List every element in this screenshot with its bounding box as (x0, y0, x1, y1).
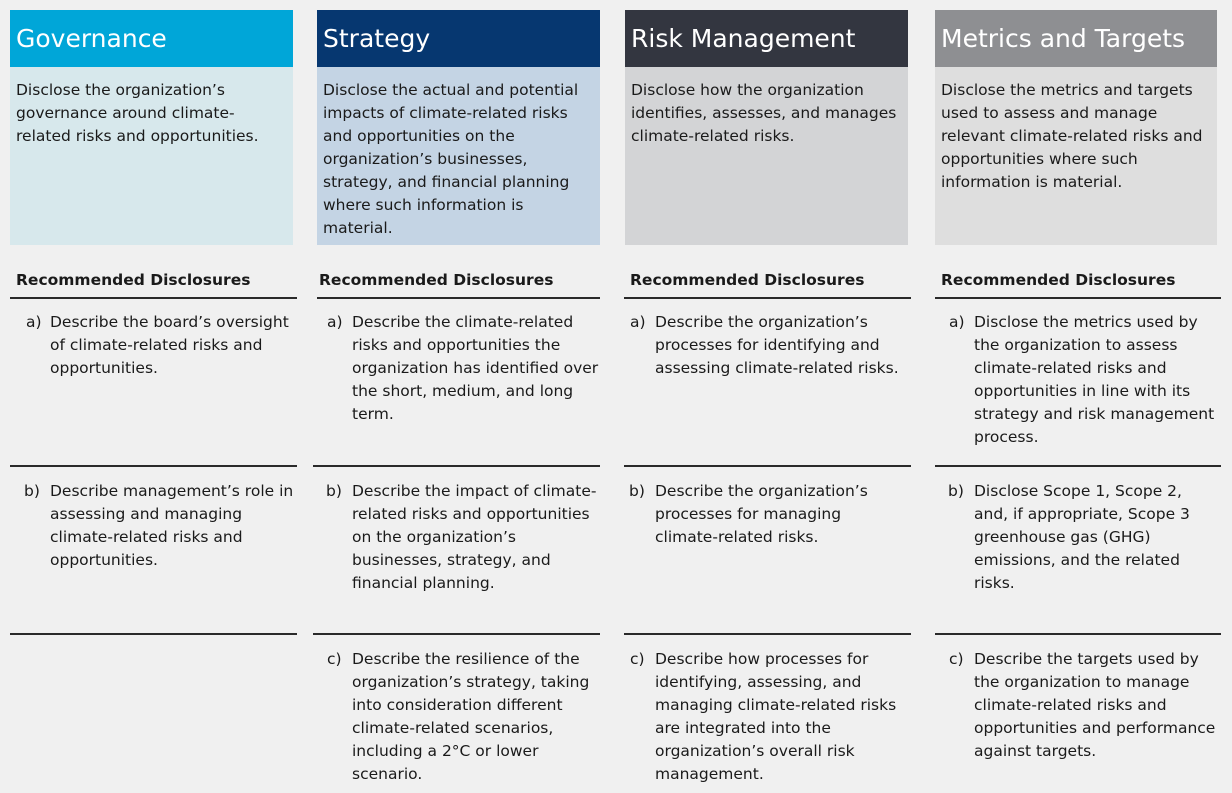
item-letter: c) (630, 650, 645, 668)
item-letter: a) (26, 313, 42, 331)
strategy-recommended-title: Recommended Disclosures (319, 271, 554, 289)
item-letter: a) (327, 313, 343, 331)
item-text: Describe the resilience of the organization’s strategy, taking into consideration different climate-related scenarios, including a 2°C or lower scenario. (352, 650, 590, 783)
risk-management-description: Disclose how the organization identifies, assesses, and manages climate-related risks. (625, 67, 908, 245)
strategy-description: Disclose the actual and potential impacts of climate-related risks and opportunities on the organization’s businesses, strategy, and financial planning where such information is material. (317, 67, 600, 245)
item-text: Describe the organization’s processes for identifying and assessing climate-related risks. (655, 313, 899, 377)
risk-management-rule-1 (624, 297, 911, 299)
metrics-targets-rule-2 (935, 465, 1221, 467)
item-letter: b) (24, 482, 40, 500)
metrics-targets-description: Disclose the metrics and targets used to assess and manage relevant climate-related risks and opportunities where such information is material. (935, 67, 1217, 245)
governance-rule-3 (10, 633, 297, 635)
item-letter: a) (949, 313, 965, 331)
item-text: Disclose the metrics used by the organization to assess climate-related risks and opportunities in line with its strategy and risk management process. (974, 313, 1215, 446)
item-letter: c) (949, 650, 964, 668)
item-text: Describe the climate-related risks and opportunities the organization has identified over the short, medium, and long term. (352, 313, 599, 423)
governance-rule-2 (10, 465, 297, 467)
item-text: Describe the board’s oversight of climate-related risks and opportunities. (50, 313, 289, 377)
item-text: Describe the targets used by the organization to manage climate-related risks and opportunities and performance against targets. (974, 650, 1216, 760)
risk-management-rule-2 (624, 465, 911, 467)
item-letter: b) (629, 482, 645, 500)
metrics-targets-header: Metrics and Targets (935, 10, 1217, 67)
metrics-targets-recommended-title: Recommended Disclosures (941, 271, 1176, 289)
item-text: Disclose Scope 1, Scope 2, and, if appropriate, Scope 3 greenhouse gas (GHG) emissions, and the related risks. (974, 482, 1190, 592)
item-text: Describe the organization’s processes for managing climate-related risks. (655, 482, 868, 546)
item-letter: a) (630, 313, 646, 331)
strategy-rule-1 (317, 297, 600, 299)
risk-management-recommended-title: Recommended Disclosures (630, 271, 865, 289)
risk-management-header: Risk Management (625, 10, 908, 67)
item-text: Describe the impact of climate-related risks and opportunities on the organization’s businesses, strategy, and financial planning. (352, 482, 597, 592)
risk-management-rule-3 (624, 633, 911, 635)
item-text: Describe how processes for identifying, assessing, and managing climate-related risks are integrated into the organization’s overall risk management. (655, 650, 897, 783)
governance-header: Governance (10, 10, 293, 67)
item-letter: b) (326, 482, 342, 500)
item-letter: b) (948, 482, 964, 500)
strategy-header: Strategy (317, 10, 600, 67)
governance-rule-1 (10, 297, 297, 299)
strategy-rule-3 (313, 633, 600, 635)
strategy-rule-2 (313, 465, 600, 467)
item-text: Describe management’s role in assessing and managing climate-related risks and opportunities. (50, 482, 294, 569)
governance-recommended-title: Recommended Disclosures (16, 271, 251, 289)
metrics-targets-rule-1 (935, 297, 1221, 299)
item-letter: c) (327, 650, 342, 668)
governance-description: Disclose the organization’s governance around climate-related risks and opportunities. (10, 67, 293, 245)
metrics-targets-rule-3 (935, 633, 1221, 635)
